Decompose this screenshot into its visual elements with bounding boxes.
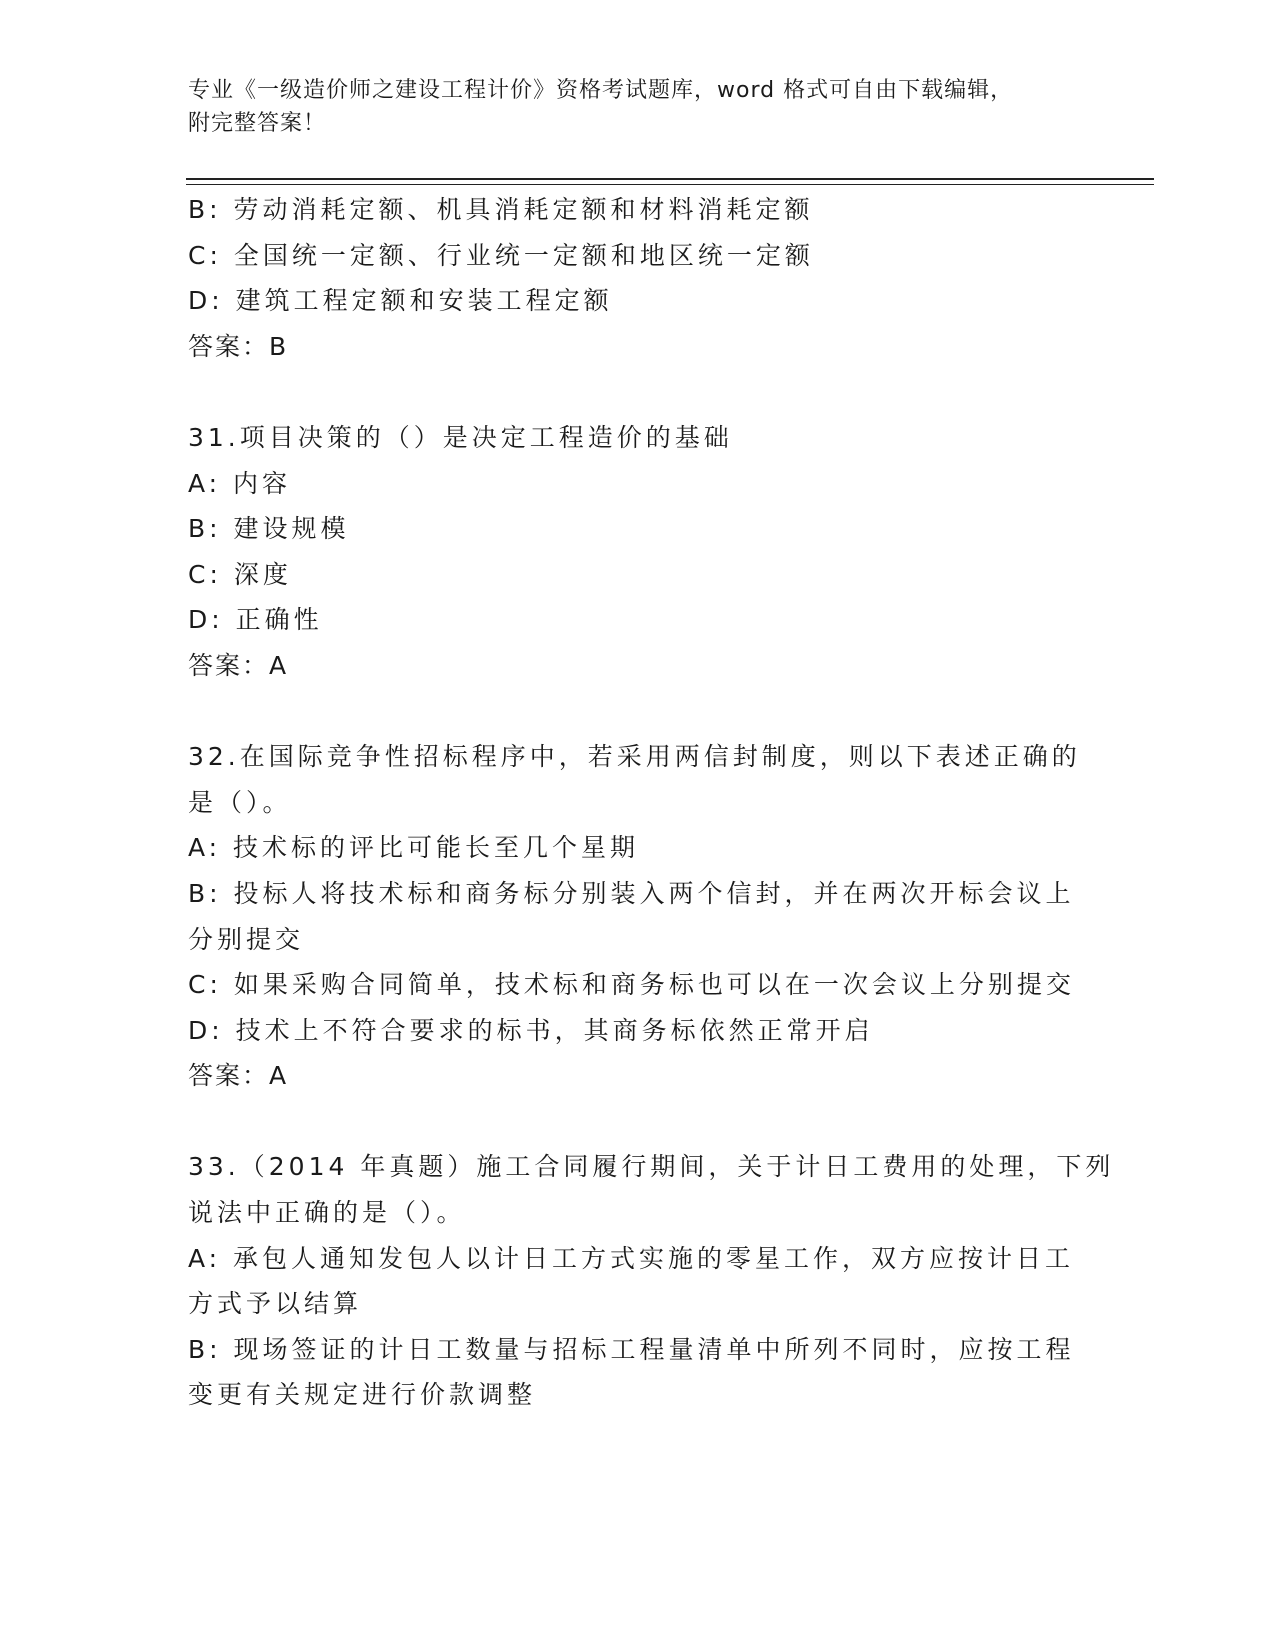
option-c: C: 全国统一定额、行业统一定额和地区统一定额 [188,240,814,270]
option-b: B: 投标人将技术标和商务标分别装入两个信封，并在两次开标会议上 [188,878,1075,908]
question-stem: 32.在国际竞争性招标程序中，若采用两信封制度，则以下表述正确的 [188,742,1081,772]
option-a: A: 承包人通知发包人以计日工方式实施的零星工作，双方应按计日工 [188,1243,1075,1273]
option-b-continued: 变更有关规定进行价款调整 [188,1380,537,1410]
header-divider-thick [186,178,1154,180]
answer: 答案：B [188,331,289,361]
option-d: D: 技术上不符合要求的标书，其商务标依然正常开启 [188,1015,874,1045]
option-c: C: 深度 [188,559,292,589]
question-stem: 31.项目决策的（）是决定工程造价的基础 [188,422,733,452]
question-31 [188,415,1088,689]
question-stem-continued: 说法中正确的是（）。 [188,1198,466,1228]
question-33 [188,1144,1115,1418]
option-b: B: 建设规模 [188,514,350,544]
option-b: B: 现场签证的计日工数量与招标工程量清单中所列不同时，应按工程 [188,1334,1075,1364]
header-line-2: 附完整答案！ [188,111,327,136]
document-header [188,74,1088,140]
previous-question [188,187,1088,369]
header-divider-thin [186,184,1154,185]
answer: 答案：A [188,650,289,680]
answer: 答案：A [188,1061,289,1091]
option-c: C: 如果采购合同简单，技术标和商务标也可以在一次会议上分别提交 [188,970,1075,1000]
question-stem: 33.（2014 年真题）施工合同履行期间，关于计日工费用的处理，下列 [188,1152,1115,1182]
option-a: A: 内容 [188,468,292,498]
option-d: D: 正确性 [188,605,323,635]
header-line-1: 专业《一级造价师之建设工程计价》资格考试题库，word 格式可自由下载编辑， [188,78,1014,103]
option-b: B: 劳动消耗定额、机具消耗定额和材料消耗定额 [188,195,814,224]
option-d: D: 建筑工程定额和安装工程定额 [188,286,613,316]
option-b-continued: 分别提交 [188,924,305,954]
question-content [188,187,1115,1418]
option-a-continued: 方式予以结算 [188,1289,363,1319]
option-a: A: 技术标的评比可能长至几个星期 [188,833,640,863]
question-stem-continued: 是（）。 [188,787,292,817]
question-32 [188,734,1088,1099]
